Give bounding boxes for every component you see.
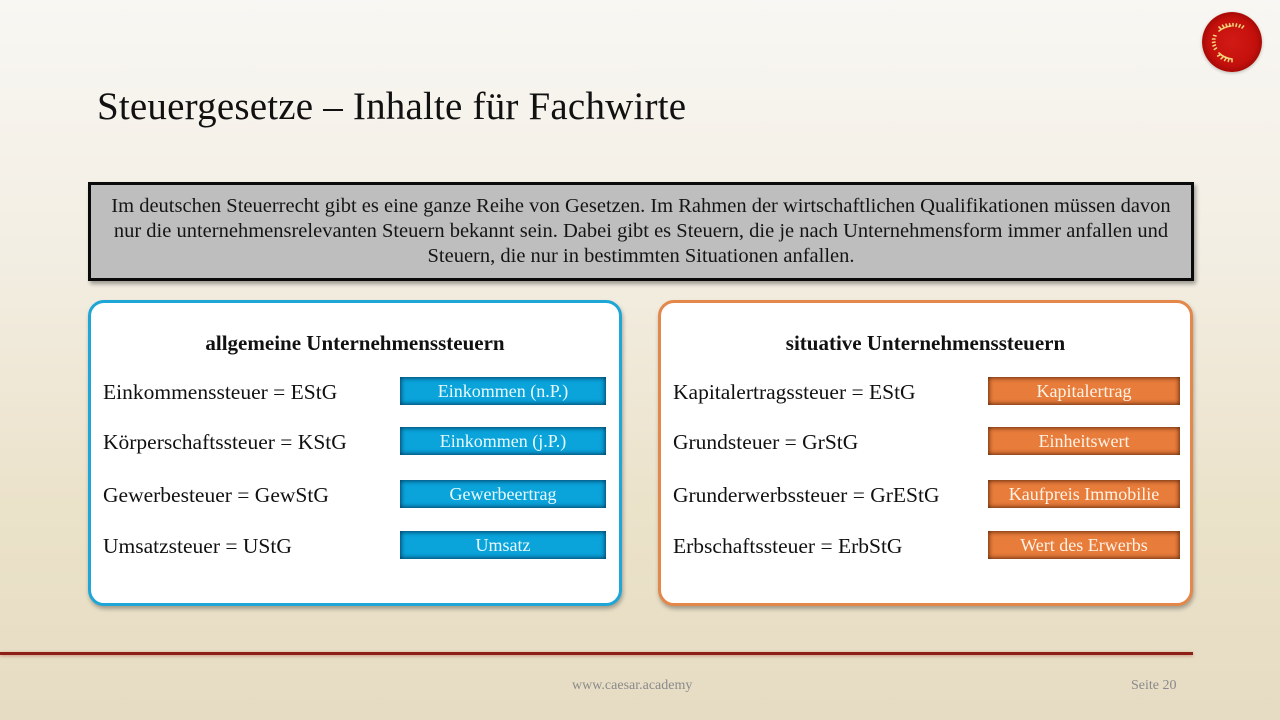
card-title: allgemeine Unternehmenssteuern xyxy=(205,331,505,355)
situational-taxes-card xyxy=(658,300,1193,606)
tax-base-tag: Gewerbeertrag xyxy=(400,480,606,508)
tax-law-label: Erbschaftssteuer = ErbStG xyxy=(673,534,903,558)
tax-row xyxy=(103,480,605,510)
tax-law-label: Gewerbesteuer = GewStG xyxy=(103,483,329,507)
tax-base-tag: Kapitalertrag xyxy=(988,377,1180,405)
footer-divider xyxy=(0,652,1193,655)
tax-row xyxy=(673,480,1176,510)
general-taxes-card xyxy=(88,300,622,606)
tax-row xyxy=(103,531,605,561)
tax-law-label: Körperschaftssteuer = KStG xyxy=(103,430,347,454)
footer-url: www.caesar.academy xyxy=(572,678,693,693)
tax-row xyxy=(673,427,1176,457)
tax-law-label: Einkommenssteuer = EStG xyxy=(103,380,338,404)
tax-law-label: Grunderwerbssteuer = GrEStG xyxy=(673,483,940,507)
tax-row xyxy=(103,377,605,407)
tax-row xyxy=(103,427,605,457)
tax-base-tag: Kaufpreis Immobilie xyxy=(988,480,1180,508)
caesar-academy-logo xyxy=(1202,12,1262,72)
tax-row xyxy=(673,377,1176,407)
card-title: situative Unternehmenssteuern xyxy=(785,331,1066,355)
tax-law-label: Umsatzsteuer = UStG xyxy=(103,534,292,558)
intro-text: Im deutschen Steuerrecht gibt es eine ganze Reihe von Gesetzen. Im Rahmen der wirtschaftlichen Qualifikationen müssen davon nur die unternehmensrelevanten Steuern bekannt sein. Dabei gibt es Steuern, die je nach Unternehmensform immer anfallen und Steuern, die nur in bestimmten Situationen anfallen. xyxy=(111,195,1171,267)
laurel-wreath-icon xyxy=(1202,12,1262,72)
tax-base-tag: Einkommen (n.P.) xyxy=(400,377,606,405)
tax-base-tag: Einheitswert xyxy=(988,427,1180,455)
intro-text-box xyxy=(88,182,1194,281)
page-number: Seite 20 xyxy=(1131,678,1177,693)
tax-base-tag: Wert des Erwerbs xyxy=(988,531,1180,559)
tax-base-tag: Umsatz xyxy=(400,531,606,559)
tax-base-tag: Einkommen (j.P.) xyxy=(400,427,606,455)
tax-row xyxy=(673,531,1176,561)
tax-law-label: Grundsteuer = GrStG xyxy=(673,430,859,454)
slide-title: Steuergesetze – Inhalte für Fachwirte xyxy=(97,85,687,128)
tax-law-label: Kapitalertragssteuer = EStG xyxy=(673,380,916,404)
